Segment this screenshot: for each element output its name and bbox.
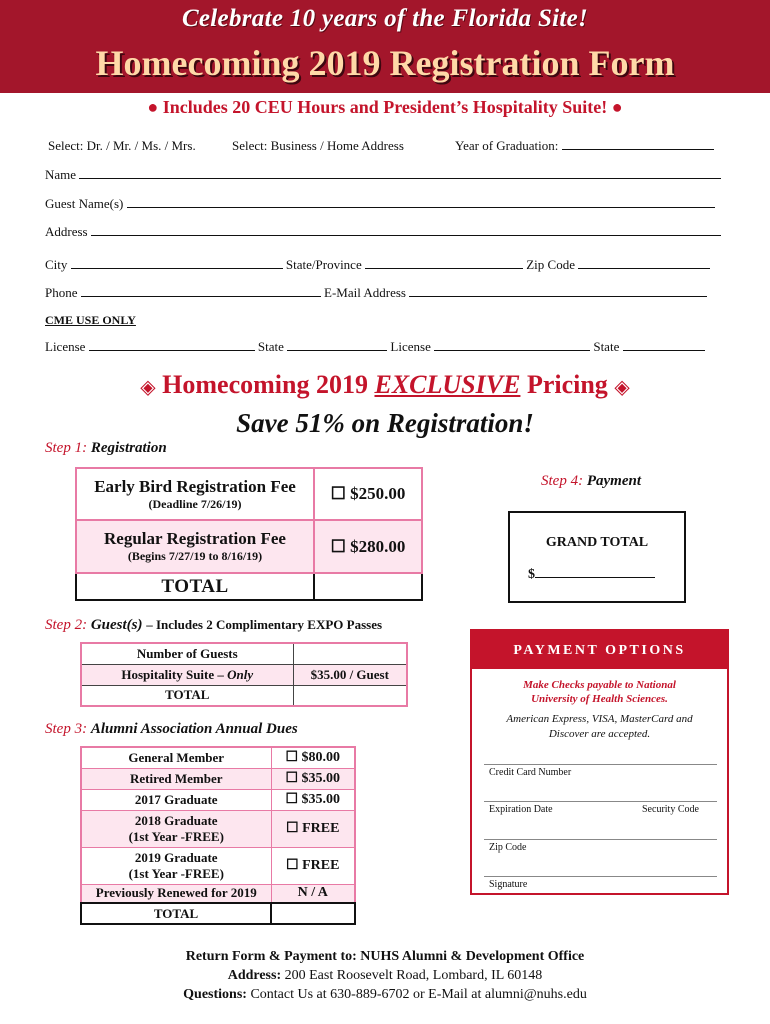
license-label-2: License [390, 339, 431, 354]
license-field-2[interactable] [434, 339, 590, 351]
regular-deadline: (Begins 7/27/19 to 8/16/19) [127, 549, 263, 563]
license-label-1: License [45, 339, 86, 354]
dues-type-2018 [81, 810, 271, 847]
license-state-label-2: State [593, 339, 620, 354]
grand-total-row [528, 564, 655, 583]
step4-num: Step 4: [541, 473, 584, 489]
license-state-label-1: State [257, 339, 284, 354]
name-field[interactable] [79, 167, 721, 179]
header-banner [0, 0, 770, 93]
license-state-field-2[interactable] [623, 339, 705, 351]
name-row [45, 167, 721, 183]
phone-field[interactable] [81, 285, 321, 297]
registration-table [75, 467, 423, 601]
step1-total-field[interactable] [314, 573, 422, 600]
cards-note: American Express, VISA, MasterCard and Discover are accepted. [506, 713, 693, 740]
early-bird-cell [76, 468, 314, 520]
expiration-label: Expiration Date [489, 804, 553, 815]
pricing-title-post: Pricing [526, 370, 608, 399]
zip-label: Zip Code [526, 257, 575, 272]
state-label: State/Province [285, 257, 362, 272]
guest-table [80, 642, 408, 707]
footer-questions-text: Contact Us at 630-889-6702 or E-Mail at alumni@nuhs.edu [250, 987, 587, 1002]
grand-total-label: GRAND TOTAL [545, 535, 649, 550]
footer-address [0, 968, 770, 984]
step3-title: Alumni Association Annual Dues [90, 721, 298, 737]
city-label: City [45, 257, 68, 272]
step2-note: – Includes 2 Complimentary EXPO Passes [146, 617, 383, 632]
step1-label [45, 440, 167, 457]
dues-checkbox-2019[interactable]: ☐ FREE [271, 847, 355, 884]
dues-checkbox-general[interactable]: ☐ $80.00 [271, 747, 355, 768]
select-title[interactable]: Select: Dr. / Mr. / Ms. / Mrs. [48, 138, 196, 153]
step3-label [45, 721, 298, 738]
security-code-label: Security Code [642, 804, 699, 815]
guest-row [45, 196, 715, 212]
dues-type-2018-label: 2018 Graduate [134, 812, 218, 828]
cme-heading: CME USE ONLY [45, 313, 136, 327]
credit-card-label: Credit Card Number [489, 767, 572, 778]
payment-options-header: PAYMENT OPTIONS [472, 631, 727, 669]
zip-line[interactable] [484, 839, 717, 840]
footer-address-label: Address: [227, 968, 282, 983]
dues-type-2018-sub: (1st Year -FREE) [128, 828, 224, 844]
dues-checkbox-retired[interactable]: ☐ $35.00 [271, 768, 355, 789]
dues-type-2019-sub: (1st Year -FREE) [128, 865, 224, 881]
footer-return-text: Return Form & Payment to: NUHS Alumni & Development Office [185, 949, 585, 964]
hospitality-suite-text: Hospitality Suite – [121, 666, 224, 682]
footer-questions [0, 987, 770, 1003]
footer-address-text: 200 East Roosevelt Road, Lombard, IL 60148 [284, 968, 543, 983]
banner-title: Homecoming 2019 Registration Form [95, 43, 675, 83]
email-label: E-Mail Address [324, 285, 406, 300]
early-bird-checkbox[interactable]: ☐ $250.00 [314, 468, 422, 520]
license-row [45, 339, 705, 355]
step4-title: Payment [586, 473, 641, 489]
address-field[interactable] [91, 224, 721, 236]
dues-checkbox-2018[interactable]: ☐ FREE [271, 810, 355, 847]
dues-type-2019-label: 2019 Graduate [134, 849, 218, 865]
step2-num: Step 2: [45, 617, 88, 633]
payment-options-box [470, 629, 729, 895]
includes-line: ● Includes 20 CEU Hours and President’s Hospitality Suite! ● [147, 97, 623, 117]
step1-num: Step 1: [45, 440, 88, 456]
step3-num: Step 3: [45, 721, 88, 737]
graduation-year-field[interactable] [562, 138, 714, 150]
diamond-icon: ◈ [614, 376, 630, 399]
step2-title: Guest(s) [90, 617, 143, 633]
dollar-sign: $ [528, 567, 535, 582]
regular-label: Regular Registration Fee [104, 529, 286, 548]
dues-type-general: General Member [81, 747, 271, 768]
graduation-year-row [455, 138, 714, 154]
pricing-title-exclusive: EXCLUSIVE [374, 370, 521, 399]
footer-return [0, 949, 770, 965]
guest-count-label: Number of Guests [81, 643, 293, 664]
guest-count-field[interactable] [293, 643, 407, 664]
graduation-year-label: Year of Graduation: [455, 138, 559, 153]
license-field-1[interactable] [89, 339, 255, 351]
diamond-icon: ◈ [140, 376, 156, 399]
step2-total-field[interactable] [293, 685, 407, 706]
dues-type-2019 [81, 847, 271, 884]
checks-note: Make Checks payable to National University of Health Sciences. [523, 679, 676, 705]
grand-total-field[interactable] [535, 564, 655, 578]
dues-renewed-value: N / A [271, 884, 355, 903]
hospitality-suite-only: Only [227, 666, 254, 682]
hospitality-suite-label [81, 664, 293, 685]
step2-total-label: TOTAL [81, 685, 293, 706]
zip-field[interactable] [578, 257, 710, 269]
save-tagline: Save 51% on Registration! [236, 408, 534, 438]
signature-line[interactable] [484, 876, 717, 877]
address-row [45, 224, 721, 240]
city-field[interactable] [71, 257, 283, 269]
dues-type-renewed: Previously Renewed for 2019 [81, 884, 271, 903]
signature-label: Signature [489, 879, 528, 890]
guest-label: Guest Name(s) [45, 196, 124, 211]
guest-field[interactable] [127, 196, 715, 208]
early-bird-deadline: (Deadline 7/26/19) [148, 496, 242, 511]
grand-total-box [508, 511, 686, 603]
payment-zip-label: Zip Code [489, 842, 527, 853]
license-state-field-1[interactable] [287, 339, 387, 351]
regular-checkbox[interactable]: ☐ $280.00 [314, 520, 422, 573]
step4-label [541, 473, 641, 490]
email-field[interactable] [409, 285, 707, 297]
dues-type-2017: 2017 Graduate [81, 789, 271, 810]
step1-total-label: TOTAL [76, 573, 314, 600]
step2-label [45, 617, 382, 634]
dues-type-retired: Retired Member [81, 768, 271, 789]
step1-title: Registration [90, 440, 167, 456]
name-label: Name [45, 167, 77, 182]
phone-label: Phone [45, 285, 78, 300]
early-bird-label: Early Bird Registration Fee [94, 476, 296, 496]
dues-table [80, 746, 356, 925]
phone-row [45, 285, 707, 301]
credit-card-line[interactable] [484, 764, 717, 765]
regular-cell [76, 520, 314, 573]
select-address-type[interactable]: Select: Business / Home Address [232, 138, 404, 153]
pricing-heading [0, 370, 770, 400]
banner-subtitle: Celebrate 10 years of the Florida Site! [181, 5, 589, 32]
hospitality-suite-price: $35.00 / Guest [293, 664, 407, 685]
dues-checkbox-2017[interactable]: ☐ $35.00 [271, 789, 355, 810]
address-label: Address [45, 224, 88, 239]
city-row [45, 257, 710, 273]
pricing-title-pre: Homecoming 2019 [162, 370, 368, 399]
state-field[interactable] [365, 257, 523, 269]
step3-total-field[interactable] [271, 903, 355, 924]
expiration-line[interactable] [484, 801, 717, 802]
step3-total-label: TOTAL [81, 903, 271, 924]
footer-questions-label: Questions: [183, 987, 247, 1002]
